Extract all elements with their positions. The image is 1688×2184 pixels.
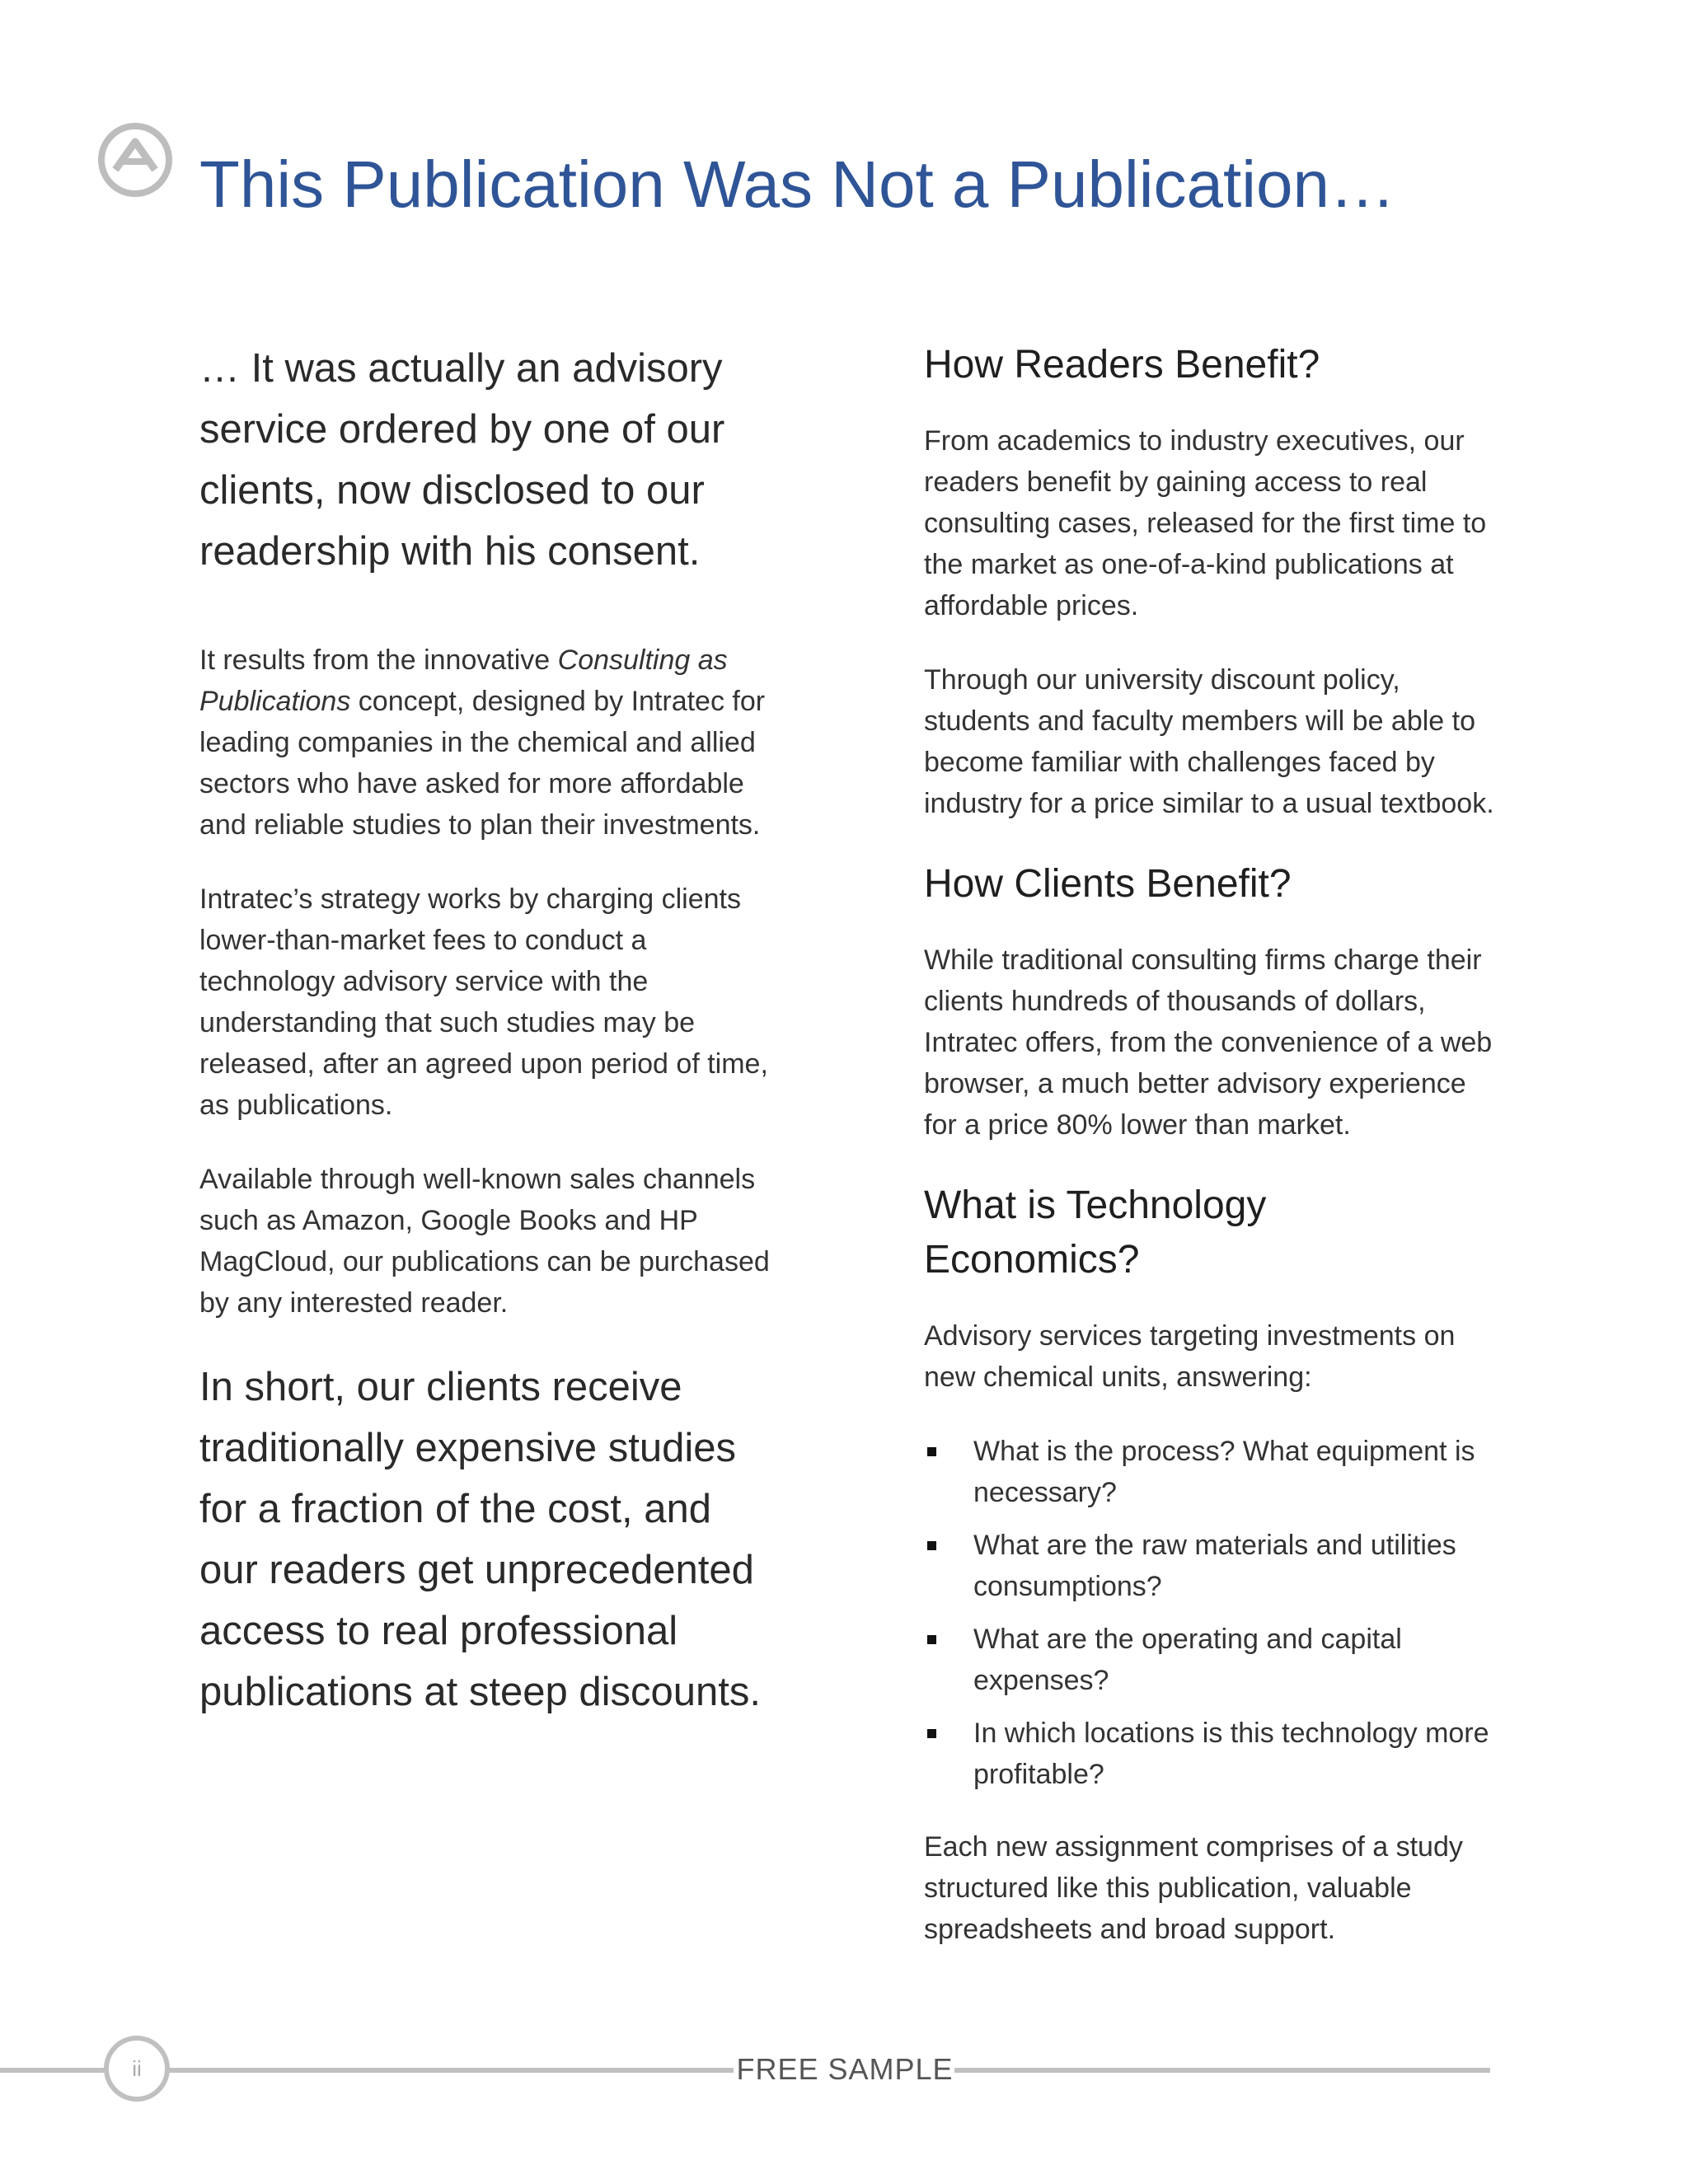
page-number-badge xyxy=(104,2036,170,2102)
intro-text-end: concept, designed by Intratec for leading companies in the chemical and allied sectors who have asked for more affordable and reliable studies to plan their investments. xyxy=(199,686,766,841)
tech-paragraph-1: Advisory services targeting investments on new chemical units, answering: xyxy=(924,1320,1456,1393)
question-list xyxy=(924,1431,1501,1795)
list-item-text: What are the operating and capital expenses? xyxy=(973,1624,1402,1696)
square-bullet-icon xyxy=(927,1635,936,1644)
intro-text-start: It results from the innovative xyxy=(199,644,558,676)
square-bullet-icon xyxy=(927,1729,936,1738)
clients-paragraph: While traditional consulting firms charge their clients hundreds of thousands of dollars, Intratec offers, from the convenience of a web browser, a much better advisory experience for a price 80% lower than market. xyxy=(924,944,1493,1141)
availability-paragraph: Available through well-known sales channels such as Amazon, Google Books and HP MagCloud, our publications can be purchased by any interested reader. xyxy=(199,1164,770,1319)
footer-rule-middle xyxy=(169,2068,734,2073)
tech-heading: What is Technology Economics? xyxy=(924,1183,1267,1282)
list-item xyxy=(924,1713,1501,1795)
readers-paragraph-1: From academics to industry executives, our readers benefit by gaining access to real consulting cases, released for the first time to the market as one-of-a-kind publications at affordable prices. xyxy=(924,425,1487,621)
list-item xyxy=(924,1431,1501,1513)
list-item-text: What are the raw materials and utilities consumptions? xyxy=(973,1530,1456,1602)
readers-heading: How Readers Benefit? xyxy=(924,343,1320,387)
right-column xyxy=(924,338,1501,1983)
intro-paragraph xyxy=(199,640,776,846)
lead-paragraph: … It was actually an advisory service ordered by one of our clients, now disclosed to our readership with his consent. xyxy=(199,346,725,574)
strategy-paragraph: Intratec’s strategy works by charging clients lower-than-market fees to conduct a technology advisory service with the understanding that such studies may be released, after an agreed upon period of time, as publications. xyxy=(199,883,768,1121)
tech-paragraph-2: Each new assignment comprises of a study structured like this publication, valuable spreadsheets and broad support. xyxy=(924,1831,1463,1945)
list-item-text: In which locations is this technology more profitable? xyxy=(973,1718,1489,1790)
list-item-text: What is the process? What equipment is necessary? xyxy=(973,1436,1475,1508)
readers-paragraph-2: Through our university discount policy, students and faculty members will be able to become familiar with challenges faced by industry for a price similar to a usual textbook. xyxy=(924,664,1494,819)
left-column xyxy=(199,338,776,1722)
square-bullet-icon xyxy=(927,1447,936,1456)
footer-label: FREE SAMPLE xyxy=(736,2052,954,2086)
clients-heading: How Clients Benefit? xyxy=(924,862,1292,906)
list-item xyxy=(924,1619,1501,1701)
closing-statement: In short, our clients receive traditionally expensive studies for a fraction of the cost, and our readers get unprecedented access to real professional publications at steep discounts. xyxy=(199,1365,761,1714)
page-title: This Publication Was Not a Publication… xyxy=(199,148,1396,221)
page-number: ii xyxy=(132,2055,142,2081)
square-bullet-icon xyxy=(927,1541,936,1550)
intratec-logo-icon xyxy=(97,122,173,198)
footer-rule-left xyxy=(0,2068,107,2073)
list-item xyxy=(924,1525,1501,1607)
intro-concept-name: Consulting as Publications xyxy=(199,644,728,717)
footer-rule-right xyxy=(954,2068,1490,2073)
